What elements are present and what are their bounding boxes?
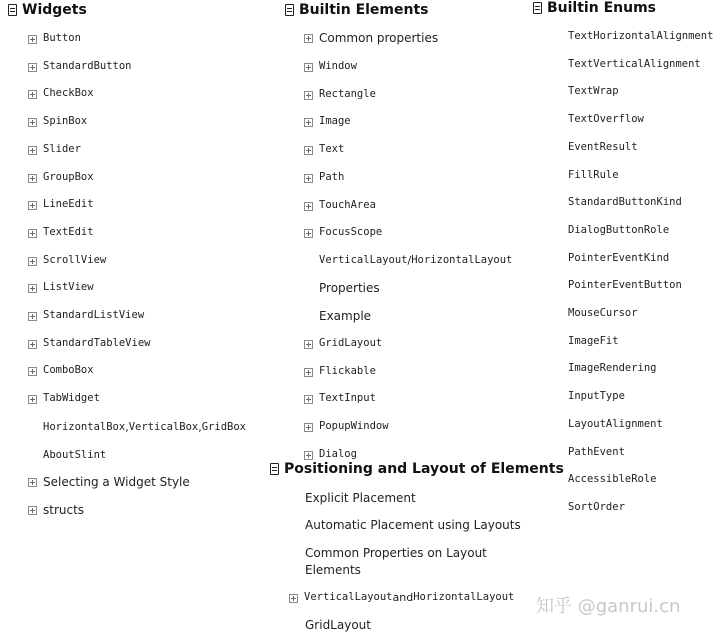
selecting-widget-style-label: Selecting a Widget Style [43,475,190,489]
expand-icon[interactable] [304,423,313,432]
expand-icon[interactable] [28,340,37,349]
enum-item-text-horizontal-alignment-label: TextHorizontalAlignment [568,30,714,42]
enum-item-fill-rule[interactable] [568,169,619,181]
element-item-rectangle[interactable] [304,88,376,100]
element-item-focus-scope[interactable] [304,226,382,238]
enum-item-sort-order-label: SortOrder [568,500,625,513]
element-item-image[interactable] [304,115,351,127]
horizontal-layout-link[interactable]: HorizontalLayout [411,254,513,266]
grid-layout-label: GridLayout [305,618,371,632]
element-item-text[interactable] [304,143,344,155]
widget-item-tab-widget-label: TabWidget [43,392,100,405]
expand-icon[interactable] [304,395,313,404]
expand-icon[interactable] [304,202,313,211]
widget-item-standard-table-view-label: StandardTableView [43,336,151,349]
widgets-title: Widgets [22,2,87,18]
enum-item-pointer-event-kind[interactable] [568,252,669,264]
expand-icon[interactable] [289,594,298,603]
enum-item-event-result[interactable] [568,141,638,153]
widget-item-slider[interactable] [28,143,81,155]
enum-item-text-vertical-alignment[interactable] [568,58,701,70]
builtin-enums-header[interactable] [533,0,656,16]
widgets-header[interactable] [8,2,87,18]
enum-item-image-rendering-label: ImageRendering [568,362,657,375]
element-item-dialog[interactable] [304,448,357,460]
builtin-elements-title: Builtin Elements [299,2,429,18]
widget-item-list-view[interactable] [28,281,94,293]
separator: , [198,421,202,434]
widget-item-tab-widget[interactable] [28,392,100,404]
book-icon [285,4,294,16]
element-item-touch-area-label: TouchArea [319,198,376,211]
vertical-box-link[interactable]: VerticalBox [128,421,199,433]
expand-icon[interactable] [28,201,37,210]
element-item-path[interactable] [304,171,344,183]
element-item-popup-window-label: PopupWindow [319,420,389,433]
expand-icon[interactable] [28,312,37,321]
expand-icon[interactable] [304,368,313,377]
expand-icon[interactable] [304,229,313,238]
expand-icon[interactable] [304,91,313,100]
element-item-text-input[interactable] [304,392,376,404]
expand-icon[interactable] [28,118,37,127]
widget-item-line-edit[interactable] [28,198,94,210]
element-item-text-input-label: TextInput [319,392,376,405]
element-item-grid-layout-label: GridLayout [319,337,383,349]
widget-item-scroll-view-label: ScrollView [43,253,107,266]
widget-item-check-box-label: CheckBox [43,87,94,100]
expand-icon[interactable] [304,451,313,460]
expand-icon[interactable] [304,174,313,183]
enum-item-text-wrap-label: TextWrap [568,85,619,98]
book-icon [270,463,279,475]
enum-item-image-fit[interactable] [568,335,619,347]
expand-icon[interactable] [304,63,313,72]
builtin-enums-title: Builtin Enums [547,0,656,16]
enum-item-fill-rule-label: FillRule [568,168,619,181]
automatic-placement-label: Automatic Placement using Layouts [305,518,521,532]
element-item-focus-scope-label: FocusScope [319,226,383,239]
separator: and [392,591,414,604]
widget-item-check-box[interactable] [28,87,94,99]
widgets-layout-boxes[interactable] [43,421,246,434]
widget-item-line-edit-label: LineEdit [43,198,94,211]
separator: , [125,421,129,434]
expand-icon[interactable] [28,229,37,238]
enum-item-text-overflow[interactable] [568,113,644,125]
expand-icon[interactable] [28,174,37,183]
enum-item-path-event[interactable] [568,446,625,458]
enum-item-image-rendering[interactable] [568,362,657,374]
expand-icon[interactable] [28,506,37,515]
enum-item-event-result-label: EventResult [568,140,638,153]
common-properties-layout-item[interactable] [305,545,495,579]
structs-label: structs [43,503,85,517]
enum-item-dialog-button-role[interactable] [568,224,669,236]
properties-label: Properties [319,281,380,295]
element-item-window[interactable] [304,60,357,72]
widget-item-spin-box-label: SpinBox [43,115,88,128]
widget-item-standard-list-view-label: StandardListView [43,309,145,321]
enum-item-layout-alignment[interactable] [568,418,663,430]
expand-icon[interactable] [28,90,37,99]
enum-item-mouse-cursor[interactable] [568,307,638,319]
element-item-touch-area[interactable] [304,199,376,211]
enum-item-text-wrap[interactable] [568,85,619,97]
widget-item-group-box-label: GroupBox [43,170,94,183]
expand-icon[interactable] [28,257,37,266]
grid-box-link[interactable]: GridBox [201,421,246,433]
widget-item-button[interactable] [28,32,81,44]
positioning-title: Positioning and Layout of Elements [284,461,564,477]
explicit-placement-label: Explicit Placement [305,491,416,505]
watermark: 知乎 @ganrui.cn [536,596,681,617]
about-slint-label: AboutSlint [43,449,107,461]
enum-item-accessible-role-label: AccessibleRole [568,473,657,486]
book-icon [533,2,542,14]
expand-icon[interactable] [304,118,313,127]
expand-icon[interactable] [28,284,37,293]
about-slint-item[interactable] [43,449,106,461]
expand-icon[interactable] [304,34,313,43]
expand-icon[interactable] [304,340,313,349]
element-item-image-label: Image [319,115,351,128]
enum-item-input-type[interactable] [568,390,625,402]
expand-icon[interactable] [28,395,37,404]
enum-item-pointer-event-button-label: PointerEventButton [568,279,682,292]
element-item-popup-window[interactable] [304,420,389,432]
enum-item-mouse-cursor-label: MouseCursor [568,307,638,319]
widget-item-button-label: Button [43,32,81,44]
structs-item[interactable] [28,503,84,517]
enum-item-text-vertical-alignment-label: TextVerticalAlignment [568,57,701,70]
properties-item[interactable] [319,281,380,295]
horizontal-layout-link[interactable]: HorizontalLayout [413,591,515,603]
enum-item-image-fit-label: ImageFit [568,334,619,347]
enum-item-pointer-event-kind-label: PointerEventKind [568,251,670,264]
element-item-dialog-label: Dialog [319,447,357,460]
widget-item-standard-list-view[interactable] [28,309,144,321]
enum-item-text-overflow-label: TextOverflow [568,113,644,126]
automatic-placement-item[interactable] [305,518,521,532]
expand-icon[interactable] [28,63,37,72]
enum-item-input-type-label: InputType [568,390,625,403]
expand-icon[interactable] [28,146,37,155]
enum-item-dialog-button-role-label: DialogButtonRole [568,223,670,236]
expand-icon[interactable] [28,367,37,376]
enum-item-standard-button-kind[interactable] [568,196,682,208]
element-item-grid-layout[interactable] [304,337,382,349]
widget-item-list-view-label: ListView [43,281,94,294]
element-item-window-label: Window [319,60,357,72]
widget-item-scroll-view[interactable] [28,254,106,266]
widget-item-text-edit-label: TextEdit [43,225,94,238]
widget-item-group-box[interactable] [28,171,94,183]
expand-icon[interactable] [28,35,37,44]
element-item-text-label: Text [319,143,345,156]
enum-item-path-event-label: PathEvent [568,445,625,458]
example-item[interactable] [319,309,371,323]
widget-item-text-edit[interactable] [28,226,94,238]
builtin-elements-header[interactable] [285,2,429,18]
widget-item-standard-table-view[interactable] [28,337,150,349]
book-icon [8,4,17,16]
horizontal-box-link[interactable]: HorizontalBox [43,421,126,433]
expand-icon[interactable] [304,146,313,155]
widget-item-combo-box[interactable] [28,364,94,376]
common-properties-label: Common properties [319,31,439,45]
element-item-path-label: Path [319,170,345,183]
selecting-widget-style-item[interactable] [28,475,190,489]
widget-item-standard-button[interactable] [28,60,132,72]
grid-layout-item[interactable] [305,618,371,632]
widget-item-spin-box[interactable] [28,115,87,127]
separator: / [407,254,412,267]
enum-item-standard-button-kind-label: StandardButtonKind [568,196,682,209]
vertical-and-horizontal-layout-item[interactable] [289,591,514,604]
element-item-rectangle-label: Rectangle [319,87,376,100]
element-item-flickable-label: Flickable [319,364,376,377]
vertical-horizontal-layout-item[interactable] [319,254,512,267]
enum-item-text-horizontal-alignment[interactable] [568,30,713,42]
widget-item-combo-box-label: ComboBox [43,364,94,377]
common-properties-item[interactable] [304,31,438,45]
vertical-layout-link[interactable]: VerticalLayout [319,254,408,266]
widget-item-standard-button-label: StandardButton [43,59,132,72]
enum-item-sort-order[interactable] [568,501,625,513]
positioning-header[interactable] [270,461,564,477]
example-label: Example [319,309,372,323]
common-properties-layout-label: Common Properties on Layout Elements [305,546,487,577]
explicit-placement-item[interactable] [305,491,416,505]
enum-item-pointer-event-button[interactable] [568,279,682,291]
widget-item-slider-label: Slider [43,142,81,155]
enum-item-accessible-role[interactable] [568,473,657,485]
element-item-flickable[interactable] [304,365,376,377]
vertical-layout-link[interactable]: VerticalLayout [304,591,393,603]
expand-icon[interactable] [28,478,37,487]
enum-item-layout-alignment-label: LayoutAlignment [568,417,663,430]
